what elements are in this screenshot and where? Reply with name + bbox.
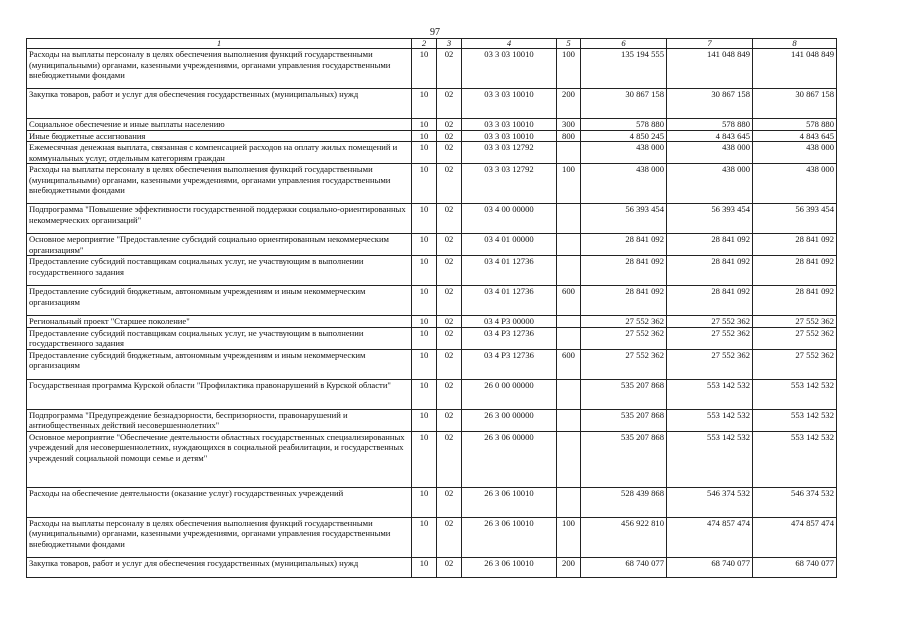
table-cell-amount-1: 27 552 362 [581, 327, 667, 349]
table-cell-section: 10 [412, 409, 437, 431]
table-cell-section: 10 [412, 256, 437, 286]
table-cell-amount-3: 553 142 532 [753, 379, 837, 409]
table-cell-amount-3: 30 867 158 [753, 89, 837, 119]
table-cell-name: Предоставление субсидий бюджетным, автономным учреждениям и иным некоммерческим организациям [27, 286, 412, 316]
table-cell-expense-type: 300 [557, 119, 581, 131]
table-row [27, 234, 837, 256]
table-cell-amount-1: 56 393 454 [581, 204, 667, 234]
table-row [27, 142, 837, 164]
table-row [27, 256, 837, 286]
table-cell-amount-3: 27 552 362 [753, 327, 837, 349]
col-header-4: 4 [462, 39, 557, 49]
table-cell-amount-3: 56 393 454 [753, 204, 837, 234]
table-cell-amount-2: 546 374 532 [667, 487, 753, 517]
table-cell-expense-type [557, 204, 581, 234]
table-cell-subsection: 02 [437, 409, 462, 431]
table-cell-target-article: 03 4 00 00000 [462, 204, 557, 234]
table-cell-section: 10 [412, 234, 437, 256]
table-cell-section: 10 [412, 557, 437, 577]
table-cell-amount-1: 135 194 555 [581, 49, 667, 89]
table-cell-expense-type [557, 487, 581, 517]
table-cell-section: 10 [412, 286, 437, 316]
table-cell-expense-type: 800 [557, 130, 581, 142]
table-cell-subsection: 02 [437, 349, 462, 379]
table-cell-subsection: 02 [437, 256, 462, 286]
column-number-row [27, 39, 837, 49]
col-header-1: 1 [27, 39, 412, 49]
table-cell-subsection: 02 [437, 130, 462, 142]
table-cell-amount-3: 4 843 645 [753, 130, 837, 142]
table-cell-amount-2: 438 000 [667, 164, 753, 204]
table-cell-expense-type: 100 [557, 164, 581, 204]
table-cell-section: 10 [412, 327, 437, 349]
table-cell-subsection: 02 [437, 327, 462, 349]
table-cell-target-article: 03 3 03 10010 [462, 119, 557, 131]
table-cell-amount-2: 553 142 532 [667, 409, 753, 431]
table-cell-target-article: 26 3 06 10010 [462, 517, 557, 557]
table-row [27, 286, 837, 316]
table-cell-amount-2: 474 857 474 [667, 517, 753, 557]
table-cell-amount-3: 28 841 092 [753, 286, 837, 316]
table-cell-amount-1: 456 922 810 [581, 517, 667, 557]
table-cell-amount-1: 27 552 362 [581, 316, 667, 328]
table-cell-name: Подпрограмма "Повышение эффективности государственной поддержки социально-ориентированных некоммерческих организаций" [27, 204, 412, 234]
table-cell-subsection: 02 [437, 89, 462, 119]
table-cell-target-article: 03 4 01 00000 [462, 234, 557, 256]
table-cell-target-article: 26 3 06 10010 [462, 557, 557, 577]
table-cell-amount-3: 141 048 849 [753, 49, 837, 89]
table-cell-section: 10 [412, 431, 437, 487]
table-cell-section: 10 [412, 379, 437, 409]
table-cell-amount-3: 28 841 092 [753, 234, 837, 256]
table-cell-amount-3: 553 142 532 [753, 431, 837, 487]
table-cell-target-article: 26 0 00 00000 [462, 379, 557, 409]
table-row [27, 89, 837, 119]
table-cell-amount-2: 578 880 [667, 119, 753, 131]
table-cell-amount-2: 438 000 [667, 142, 753, 164]
table-cell-amount-2: 28 841 092 [667, 256, 753, 286]
table-row [27, 517, 837, 557]
table-cell-target-article: 03 3 03 12792 [462, 164, 557, 204]
table-cell-amount-2: 28 841 092 [667, 286, 753, 316]
table-cell-name: Подпрограмма "Предупреждение безнадзорности, беспризорности, правонарушений и антиобщественных действий несовершеннолетних" [27, 409, 412, 431]
table-cell-amount-1: 535 207 868 [581, 431, 667, 487]
table-cell-subsection: 02 [437, 142, 462, 164]
table-cell-amount-2: 553 142 532 [667, 379, 753, 409]
table-row [27, 349, 837, 379]
table-row [27, 379, 837, 409]
table-cell-expense-type: 200 [557, 557, 581, 577]
table-cell-expense-type: 200 [557, 89, 581, 119]
table-cell-target-article: 03 4 01 12736 [462, 256, 557, 286]
table-cell-amount-3: 546 374 532 [753, 487, 837, 517]
table-cell-amount-2: 56 393 454 [667, 204, 753, 234]
table-cell-expense-type [557, 142, 581, 164]
table-cell-section: 10 [412, 517, 437, 557]
table-cell-expense-type [557, 327, 581, 349]
table-cell-subsection: 02 [437, 286, 462, 316]
table-row [27, 431, 837, 487]
table-cell-subsection: 02 [437, 234, 462, 256]
table-cell-name: Расходы на выплаты персоналу в целях обеспечения выполнения функций государственными (муниципальными) органами, казенными учреждениями, органами управления государственными внебюджетными фондами [27, 164, 412, 204]
table-cell-amount-3: 474 857 474 [753, 517, 837, 557]
table-cell-amount-3: 27 552 362 [753, 349, 837, 379]
table-cell-amount-1: 438 000 [581, 142, 667, 164]
table-cell-target-article: 03 3 03 12792 [462, 142, 557, 164]
table-cell-name: Ежемесячная денежная выплата, связанная с компенсацией расходов на оплату жилых помещений и коммунальных услуг, отдельным категориям граждан [27, 142, 412, 164]
table-cell-amount-3: 438 000 [753, 164, 837, 204]
table-cell-subsection: 02 [437, 164, 462, 204]
table-cell-name: Расходы на выплаты персоналу в целях обеспечения выполнения функций государственными (муниципальными) органами, казенными учреждениями, органами управления государственными внебюджетными фондами [27, 517, 412, 557]
table-cell-amount-2: 4 843 645 [667, 130, 753, 142]
table-cell-name: Основное мероприятие "Обеспечение деятельности областных государственных специализированных учреждений для несовершеннолетних, нуждающихся в социальной реабилитации, и государственных учреждений социальной помощи семье и детям" [27, 431, 412, 487]
col-header-5: 5 [557, 39, 581, 49]
table-cell-amount-2: 27 552 362 [667, 349, 753, 379]
table-cell-expense-type: 600 [557, 286, 581, 316]
table-cell-amount-2: 68 740 077 [667, 557, 753, 577]
table-row [27, 487, 837, 517]
table-cell-amount-1: 68 740 077 [581, 557, 667, 577]
table-cell-subsection: 02 [437, 487, 462, 517]
table-cell-name: Расходы на обеспечение деятельности (оказание услуг) государственных учреждений [27, 487, 412, 517]
table-cell-section: 10 [412, 119, 437, 131]
table-cell-expense-type [557, 234, 581, 256]
table-cell-section: 10 [412, 49, 437, 89]
table-cell-name: Расходы на выплаты персоналу в целях обеспечения выполнения функций государственными (муниципальными) органами, казенными учреждениями, органами управления государственными внебюджетными фондами [27, 49, 412, 89]
table-cell-amount-1: 28 841 092 [581, 234, 667, 256]
table-cell-subsection: 02 [437, 517, 462, 557]
table-cell-amount-2: 27 552 362 [667, 316, 753, 328]
table-row [27, 204, 837, 234]
table-cell-amount-1: 4 850 245 [581, 130, 667, 142]
table-cell-amount-3: 438 000 [753, 142, 837, 164]
table-cell-target-article: 03 4 P3 12736 [462, 349, 557, 379]
table-cell-amount-3: 28 841 092 [753, 256, 837, 286]
table-cell-amount-3: 27 552 362 [753, 316, 837, 328]
table-cell-expense-type [557, 431, 581, 487]
table-cell-target-article: 03 4 01 12736 [462, 286, 557, 316]
table-cell-amount-2: 27 552 362 [667, 327, 753, 349]
page-number: 97 [430, 27, 440, 38]
table-cell-target-article: 03 3 03 10010 [462, 49, 557, 89]
table-row [27, 164, 837, 204]
table-cell-expense-type [557, 409, 581, 431]
table-cell-name: Предоставление субсидий поставщикам социальных услуг, не участвующим в выполнении государственного задания [27, 327, 412, 349]
table-cell-amount-3: 578 880 [753, 119, 837, 131]
table-cell-target-article: 26 3 06 10010 [462, 487, 557, 517]
table-cell-section: 10 [412, 316, 437, 328]
table-cell-section: 10 [412, 487, 437, 517]
table-cell-amount-2: 30 867 158 [667, 89, 753, 119]
col-header-3: 3 [437, 39, 462, 49]
table-cell-amount-3: 553 142 532 [753, 409, 837, 431]
table-cell-target-article: 03 4 P3 00000 [462, 316, 557, 328]
col-header-2: 2 [412, 39, 437, 49]
table-cell-amount-1: 535 207 868 [581, 409, 667, 431]
table-cell-amount-2: 28 841 092 [667, 234, 753, 256]
table-cell-name: Предоставление субсидий бюджетным, автономным учреждениям и иным некоммерческим организациям [27, 349, 412, 379]
table-row [27, 119, 837, 131]
table-cell-subsection: 02 [437, 49, 462, 89]
table-cell-name: Предоставление субсидий поставщикам социальных услуг, не участвующим в выполнении государственного задания [27, 256, 412, 286]
table-row [27, 130, 837, 142]
table-cell-amount-1: 535 207 868 [581, 379, 667, 409]
table-cell-name: Основное мероприятие "Предоставление субсидий социально ориентированным некоммерческим организациям" [27, 234, 412, 256]
table-row [27, 327, 837, 349]
table-cell-subsection: 02 [437, 316, 462, 328]
table-cell-expense-type: 600 [557, 349, 581, 379]
table-cell-amount-1: 28 841 092 [581, 256, 667, 286]
table-cell-amount-1: 27 552 362 [581, 349, 667, 379]
table-cell-section: 10 [412, 130, 437, 142]
table-cell-target-article: 03 3 03 10010 [462, 89, 557, 119]
table-cell-subsection: 02 [437, 119, 462, 131]
table-cell-subsection: 02 [437, 379, 462, 409]
table-cell-amount-1: 30 867 158 [581, 89, 667, 119]
budget-table [26, 38, 837, 578]
table-cell-amount-1: 438 000 [581, 164, 667, 204]
col-header-8: 8 [753, 39, 837, 49]
table-cell-section: 10 [412, 142, 437, 164]
table-cell-name: Иные бюджетные ассигнования [27, 130, 412, 142]
table-cell-expense-type [557, 379, 581, 409]
table-cell-expense-type [557, 316, 581, 328]
table-row [27, 49, 837, 89]
table-cell-section: 10 [412, 349, 437, 379]
table-cell-target-article: 03 3 03 10010 [462, 130, 557, 142]
table-cell-amount-2: 553 142 532 [667, 431, 753, 487]
table-cell-amount-3: 68 740 077 [753, 557, 837, 577]
table-cell-name: Государственная программа Курской области "Профилактика правонарушений в Курской области" [27, 379, 412, 409]
table-cell-subsection: 02 [437, 204, 462, 234]
table-cell-name: Закупка товаров, работ и услуг для обеспечения государственных (муниципальных) нужд [27, 89, 412, 119]
table-row [27, 409, 837, 431]
table-cell-section: 10 [412, 89, 437, 119]
table-cell-expense-type [557, 256, 581, 286]
table-cell-amount-1: 578 880 [581, 119, 667, 131]
table-cell-target-article: 03 4 P3 12736 [462, 327, 557, 349]
table-cell-target-article: 26 3 06 00000 [462, 431, 557, 487]
table-cell-name: Социальное обеспечение и иные выплаты населению [27, 119, 412, 131]
table-cell-expense-type: 100 [557, 49, 581, 89]
table-cell-expense-type: 100 [557, 517, 581, 557]
col-header-7: 7 [667, 39, 753, 49]
table-row [27, 316, 837, 328]
table-cell-amount-1: 28 841 092 [581, 286, 667, 316]
col-header-6: 6 [581, 39, 667, 49]
table-cell-name: Региональный проект "Старшее поколение" [27, 316, 412, 328]
table-row [27, 557, 837, 577]
table-cell-amount-2: 141 048 849 [667, 49, 753, 89]
table-cell-amount-1: 528 439 868 [581, 487, 667, 517]
table-cell-section: 10 [412, 164, 437, 204]
table-cell-name: Закупка товаров, работ и услуг для обеспечения государственных (муниципальных) нужд [27, 557, 412, 577]
table-cell-subsection: 02 [437, 431, 462, 487]
table-cell-section: 10 [412, 204, 437, 234]
table-cell-target-article: 26 3 00 00000 [462, 409, 557, 431]
table-cell-subsection: 02 [437, 557, 462, 577]
